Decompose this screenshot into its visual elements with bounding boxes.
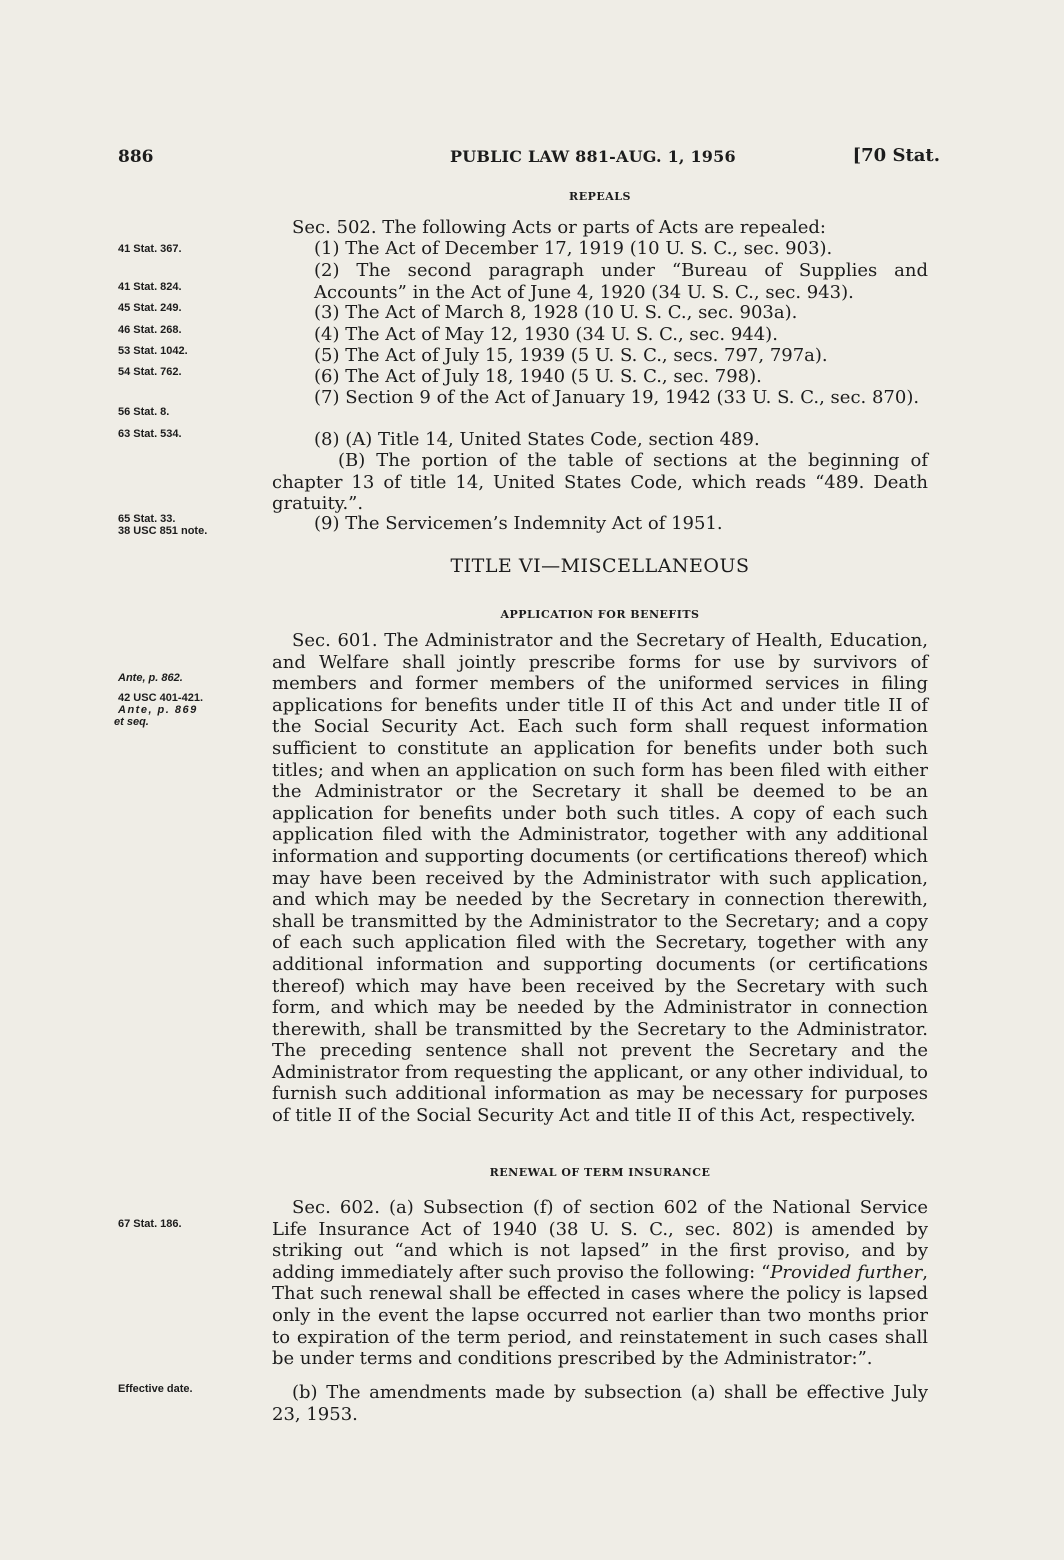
volume-reference: [70 Stat.: [852, 145, 940, 166]
margin-note: 42 USC 401-421.: [118, 692, 203, 704]
repeal-item: (4) The Act of May 12, 1930 (34 U. S. C., sec. 944).: [314, 324, 778, 345]
application-heading: APPLICATION FOR BENEFITS: [500, 608, 700, 621]
repeals-heading: REPEALS: [569, 190, 631, 203]
repeal-item: (2) The second paragraph under “Bureau of Supplies and Accounts” in the Act of June 4, 1920 (34 U. S. C., sec. 943).: [314, 260, 928, 303]
margin-note: 38 USC 851 note.: [118, 525, 208, 537]
margin-note: 54 Stat. 762.: [118, 366, 182, 378]
repeal-item: (3) The Act of March 8, 1928 (10 U. S. C., sec. 903a).: [314, 302, 798, 323]
sec-601: Sec. 601. The Administrator and the Secretary of Health, Education, and Welfare shall jointly prescribe forms for use by survivors of members and former members of the uniformed services in filing applications for benefits under title II of this Act and under title II of the Social Security Act. Each such form shall request information sufficient to constitute an application for benefits under both such titles; and when an application on such form has been filed with either the Administrator or the Secretary it shall be deemed to be an application for benefits under both such titles. A copy of each such application filed with the Administrator, together with any additional information and supporting documents (or certifications thereof) which may have been received by the Administrator with such application, and which may be needed by the Secretary in connection therewith, shall be transmitted by the Administrator to the Secretary; and a copy of each such application filed with the Secretary, together with any additional information and supporting documents (or certifications thereof) which may have been received by the Secretary with such form, and which may be needed by the Administrator in connection therewith, shall be transmitted by the Secretary to the Administrator. The preceding sentence shall not prevent the Secretary and the Administrator from requesting the applicant, or any other individual, to furnish such additional information as may be necessary for purposes of title II of the Social Security Act and title II of this Act, respectively.: [272, 630, 928, 1127]
sec-502-intro: Sec. 502. The following Acts or parts of Acts are repealed:: [292, 217, 826, 238]
margin-note: Ante, p. 869: [118, 704, 198, 716]
running-title: PUBLIC LAW 881-AUG. 1, 1956: [450, 147, 736, 166]
margin-note: 67 Stat. 186.: [118, 1218, 182, 1230]
repeal-item: (6) The Act of July 18, 1940 (5 U. S. C., sec. 798).: [314, 366, 762, 387]
margin-note: 63 Stat. 534.: [118, 428, 182, 440]
margin-note: 41 Stat. 824.: [118, 281, 182, 293]
repeal-item: (B) The portion of the table of sections at the beginning of chapter 13 of title 14, United States Code, which reads “489. Death gratuity.”.: [272, 450, 928, 515]
margin-note: 56 Stat. 8.: [118, 406, 170, 418]
margin-note: 46 Stat. 268.: [118, 324, 182, 336]
repeal-item: (7) Section 9 of the Act of January 19, 1942 (33 U. S. C., sec. 870).: [314, 387, 920, 408]
margin-notes: [0, 0, 270, 1560]
page-number: 886: [118, 147, 154, 167]
repeal-item: (8) (A) Title 14, United States Code, section 489.: [314, 429, 760, 450]
renewal-heading: RENEWAL OF TERM INSURANCE: [489, 1166, 711, 1179]
margin-note: 65 Stat. 33.: [118, 513, 176, 525]
title-vi-heading: TITLE VI—MISCELLANEOUS: [450, 555, 750, 577]
margin-note: Effective date.: [118, 1383, 193, 1395]
repeal-item: (9) The Servicemen’s Indemnity Act of 1951.: [314, 513, 723, 534]
margin-note: Ante, p. 862.: [118, 672, 183, 684]
margin-note: 53 Stat. 1042.: [118, 345, 188, 357]
sec-602-b: (b) The amendments made by subsection (a) shall be effective July 23, 1953.: [272, 1382, 928, 1425]
repeal-item: (5) The Act of July 15, 1939 (5 U. S. C., secs. 797, 797a).: [314, 345, 828, 366]
margin-note: 41 Stat. 367.: [118, 243, 182, 255]
margin-note: 45 Stat. 249.: [118, 302, 182, 314]
margin-note: et seq.: [114, 716, 149, 728]
repeal-item: (1) The Act of December 17, 1919 (10 U. S. C., sec. 903).: [314, 238, 833, 259]
body-text: [272, 0, 928, 1560]
sec-602-a: Sec. 602. (a) Subsection (f) of section 602 of the National Service Life Insurance Act of 1940 (38 U. S. C., sec. 802) is amended by striking out “and which is not lapsed” in the first proviso, and by adding immediately after such proviso the following: “Provided further, That such renewal shall be effected in cases where the policy is lapsed only in the event the lapse occurred not earlier than two months prior to expiration of the term period, and reinstatement in such cases shall be under terms and conditions prescribed by the Administrator:”.: [272, 1197, 928, 1370]
